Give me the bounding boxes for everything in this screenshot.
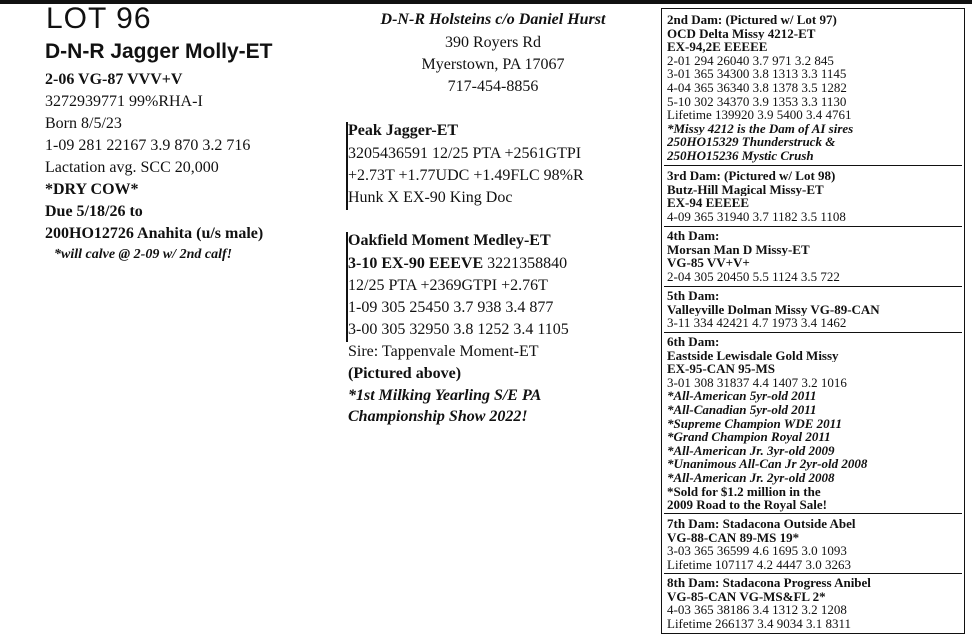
sire-pta: 3205436591 12/25 PTA +2561GTPI <box>348 145 582 162</box>
dam-pta: 12/25 PTA +2369GTPI +2.76T <box>348 277 548 294</box>
dam3-classification: EX-94 EEEEE <box>667 196 749 210</box>
dam6-honor: *Grand Champion Royal 2011 <box>667 430 831 444</box>
dam-registration: 3221358840 <box>483 255 568 272</box>
dam6-honor: *All-American 5yr-old 2011 <box>667 389 817 403</box>
dam2-note: 250HO15236 Mystic Crush <box>667 148 814 163</box>
dam7-heading: 7th Dam: Stadacona Outside Abel <box>667 517 856 531</box>
dam6-name: Eastside Lewisdale Gold Missy <box>667 348 839 363</box>
dam6-block <box>667 335 959 512</box>
dam2-note: *Missy 4212 is the Dam of AI sires <box>667 121 854 136</box>
dam4-heading: 4th Dam: <box>667 229 720 243</box>
dam-classification: 3-10 EX-90 EEEVE <box>348 255 484 272</box>
pedigree-divider <box>664 286 962 287</box>
dam6-sale-note: *Sold for $1.2 million in the <box>667 484 821 499</box>
dam4-classification: VG-85 VV+V+ <box>667 256 750 270</box>
dam6-honor: *All-American Jr. 2yr-old 2008 <box>667 470 835 485</box>
dam8-classification: VG-85-CAN VG-MS&FL 2* <box>667 589 826 604</box>
breeder-name: D-N-R Holsteins c/o Daniel Hurst <box>380 11 606 28</box>
dam-classification-line <box>348 253 567 275</box>
dam6-honor: *All-American Jr. 3yr-old 2009 <box>667 443 835 458</box>
dam5-name: Valleyville Dolman Missy VG-89-CAN <box>667 302 880 317</box>
dam2-record: 4-04 365 36340 3.8 1378 3.5 1282 <box>667 80 847 95</box>
dam7-block <box>667 517 959 571</box>
dam2-block <box>667 13 959 163</box>
breeder-phone: 717-454-8856 <box>447 78 539 95</box>
dam3-heading: 3rd Dam: (Pictured w/ Lot 98) <box>667 169 836 183</box>
sire-name: Peak Jagger-ET <box>348 122 459 139</box>
cow-service-sire: 200HO12726 Anahita (u/s male) <box>45 225 264 242</box>
dam2-record: 3-01 365 34300 3.8 1313 3.3 1145 <box>667 67 847 81</box>
dam6-honor: *Supreme Champion WDE 2011 <box>667 416 842 431</box>
dam5-heading: 5th Dam: <box>667 289 720 303</box>
cow-name: D-N-R Jagger Molly-ET <box>45 40 273 63</box>
dam5-record: 3-11 334 42421 4.7 1973 3.4 1462 <box>667 316 847 330</box>
dam2-classification: EX-94,2E EEEEE <box>667 40 768 54</box>
dam3-block <box>667 169 959 223</box>
dam6-sale-note: 2009 Road to the Royal Sale! <box>667 498 827 512</box>
dam6-honor: *Unanimous All-Can Jr 2yr-old 2008 <box>667 457 868 471</box>
dam8-lifetime: Lifetime 266137 3.4 9034 3.1 8311 <box>667 616 852 631</box>
dam4-name: Morsan Man D Missy-ET <box>667 242 810 257</box>
pedigree-divider <box>664 226 962 227</box>
dam-award-line1: *1st Milking Yearling S/E PA <box>348 387 542 404</box>
lot-number: LOT 96 <box>46 2 152 35</box>
pedigree-divider <box>664 332 962 333</box>
dam6-classification: EX-95-CAN 95-MS <box>667 362 775 376</box>
cow-due-date: Due 5/18/26 to <box>45 203 143 220</box>
cow-calving-note: *will calve @ 2-09 w/ 2nd calf! <box>54 247 233 262</box>
cow-birthdate: Born 8/5/23 <box>45 115 122 132</box>
cow-record: 1-09 281 22167 3.9 870 3.2 716 <box>45 137 251 154</box>
pedigree-divider <box>664 573 962 574</box>
dam5-block <box>667 289 959 330</box>
dam7-record: 3-03 365 36599 4.6 1695 3.0 1093 <box>667 544 847 558</box>
dam6-honor: *All-Canadian 5yr-old 2011 <box>667 402 817 417</box>
sire-pedigree: Hunk X EX-90 King Doc <box>348 189 513 206</box>
dam2-name: OCD Delta Missy 4212-ET <box>667 26 816 41</box>
sire-traits: +2.73T +1.77UDC +1.49FLC 98%R <box>348 167 584 184</box>
dam-record-1: 1-09 305 25450 3.7 938 3.4 877 <box>348 299 554 316</box>
dam6-record: 3-01 308 31837 4.4 1407 3.2 1016 <box>667 375 847 390</box>
dam8-heading: 8th Dam: Stadacona Progress Anibel <box>667 576 871 590</box>
dam-sire: Sire: Tappenvale Moment-ET <box>348 343 539 360</box>
dam4-block <box>667 229 959 283</box>
breeder-address-line2: Myerstown, PA 17067 <box>421 56 565 73</box>
dam6-heading: 6th Dam: <box>667 335 720 349</box>
dam4-record: 2-04 305 20450 5.5 1124 3.5 722 <box>667 269 840 284</box>
pedigree-divider <box>664 165 962 166</box>
cow-scc: Lactation avg. SCC 20,000 <box>45 159 219 176</box>
dam-award-line2: Championship Show 2022! <box>348 408 528 425</box>
dam8-block <box>667 576 959 630</box>
dam2-record: 2-01 294 26040 3.7 971 3.2 845 <box>667 53 834 68</box>
dam7-lifetime: Lifetime 107117 4.2 4447 3.0 3263 <box>667 557 852 572</box>
dam3-record: 4-09 365 31940 3.7 1182 3.5 1108 <box>667 209 846 224</box>
dam3-name: Butz-Hill Magical Missy-ET <box>667 182 824 197</box>
dam-name: Oakfield Moment Medley-ET <box>348 232 551 249</box>
dam-record-2: 3-00 305 32950 3.8 1252 3.4 1105 <box>348 321 569 338</box>
cow-status: *DRY COW* <box>45 181 139 198</box>
dam2-note: 250HO15329 Thunderstruck & <box>667 135 836 149</box>
dam2-lifetime: Lifetime 139920 3.9 5400 3.4 4761 <box>667 108 852 122</box>
cow-registration: 3272939771 99%RHA-I <box>45 93 203 110</box>
dam2-record: 5-10 302 34370 3.9 1353 3.3 1130 <box>667 94 847 109</box>
dam8-record: 4-03 365 38186 3.4 1312 3.2 1208 <box>667 603 847 617</box>
dam2-heading: 2nd Dam: (Pictured w/ Lot 97) <box>667 13 837 27</box>
dam-pictured-note: (Pictured above) <box>348 365 462 382</box>
dam7-classification: VG-88-CAN 89-MS 19* <box>667 530 800 545</box>
pedigree-divider <box>664 513 962 514</box>
breeder-address-line1: 390 Royers Rd <box>445 34 541 51</box>
cow-classification: 2-06 VG-87 VVV+V <box>45 71 183 88</box>
